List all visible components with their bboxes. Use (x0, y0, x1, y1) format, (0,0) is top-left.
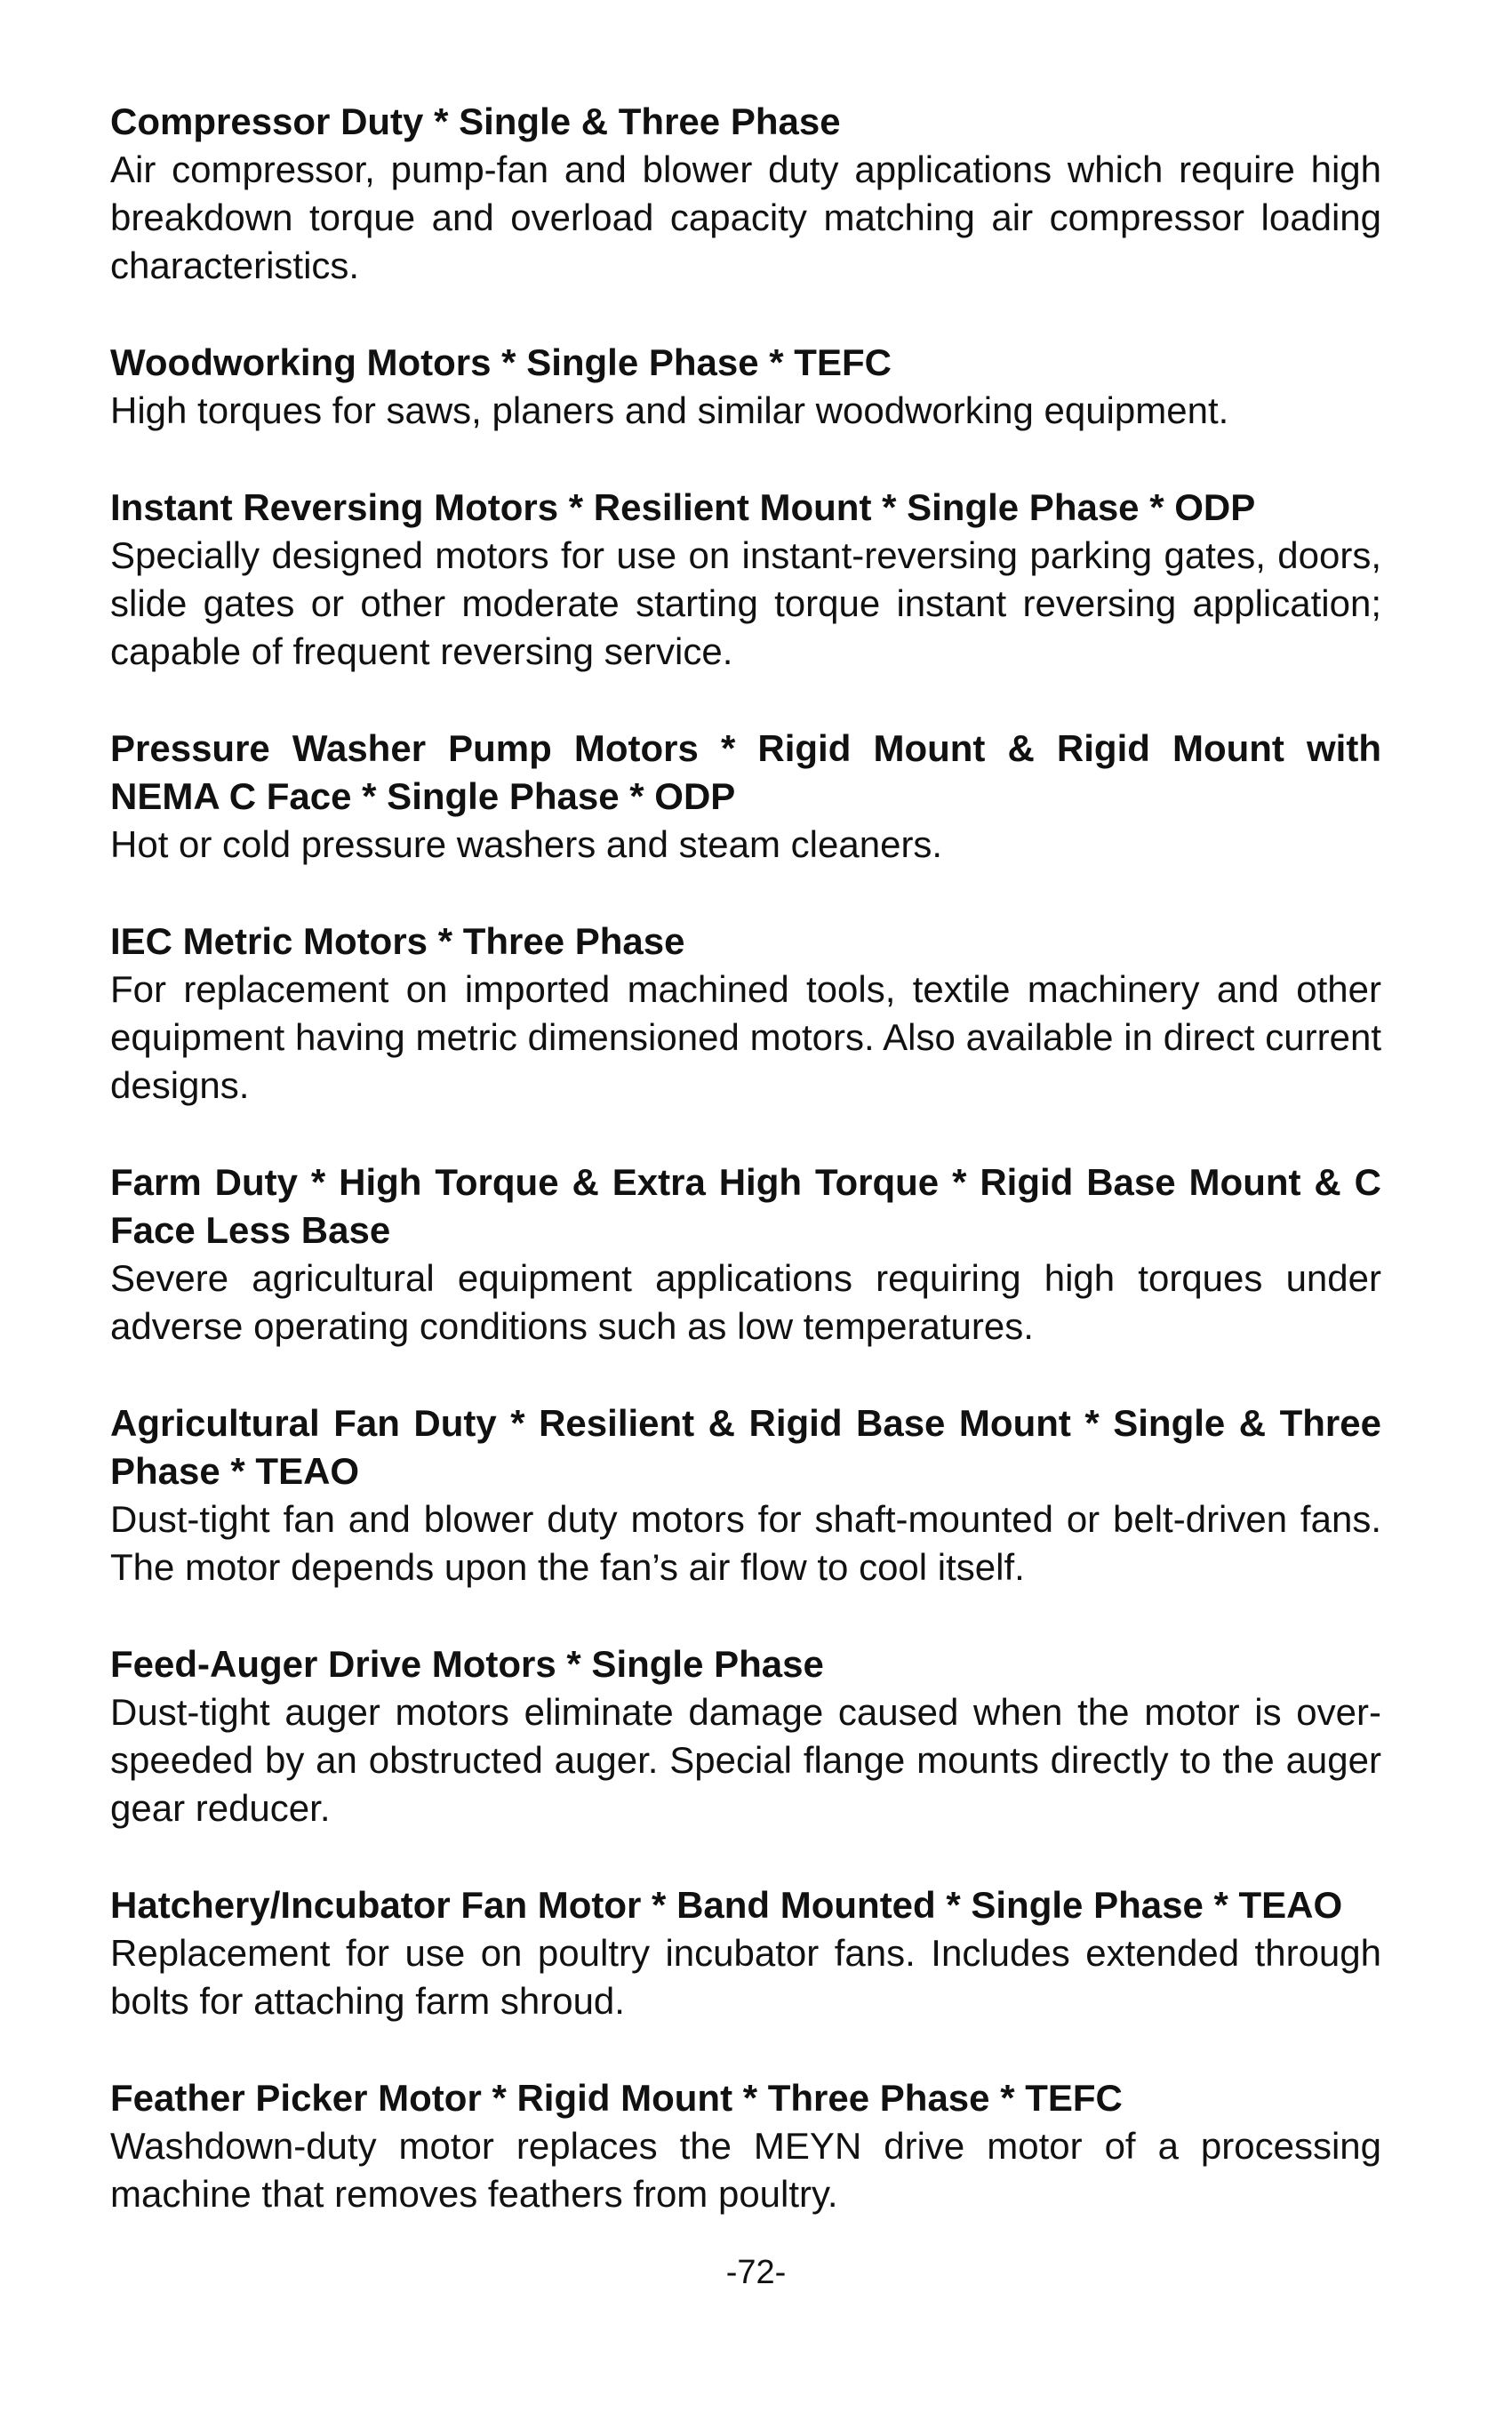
section-description: Replacement for use on poultry incubator fans. Includes extended through bolts for attaching farm shroud. (110, 1932, 1381, 2022)
section-feather-picker-motor (110, 2074, 1381, 2218)
section-agricultural-fan-duty (110, 1399, 1381, 1591)
section-title: Feed-Auger Drive Motors * Single Phase (110, 1643, 824, 1685)
section-farm-duty (110, 1158, 1381, 1351)
section-title: Instant Reversing Motors * Resilient Mount * Single Phase * ODP (110, 486, 1256, 528)
section-hatchery-incubator-fan-motor (110, 1881, 1381, 2025)
section-description: Dust-tight auger motors eliminate damage caused when the motor is over-speeded by an obstructed auger. Special flange mounts directly to the auger gear reducer. (110, 1691, 1381, 1829)
section-iec-metric-motors (110, 918, 1381, 1110)
section-title: IEC Metric Motors * Three Phase (110, 920, 685, 962)
section-title: Agricultural Fan Duty * Resilient & Rigid Base Mount * Single & Three Phase * TEAO (110, 1402, 1381, 1492)
section-description: Hot or cold pressure washers and steam cleaners. (110, 823, 943, 865)
section-woodworking-motors (110, 339, 1381, 435)
section-title: Compressor Duty * Single & Three Phase (110, 100, 841, 142)
section-title: Farm Duty * High Torque & Extra High Torque * Rigid Base Mount & C Face Less Base (110, 1161, 1381, 1251)
section-compressor-duty (110, 98, 1381, 290)
section-description: High torques for saws, planers and similar woodworking equipment. (110, 389, 1229, 431)
section-description: For replacement on imported machined tools, textile machinery and other equipment having metric dimensioned motors. Also available in direct current designs. (110, 968, 1381, 1106)
section-feed-auger-drive-motors (110, 1640, 1381, 1832)
section-title: Pressure Washer Pump Motors * Rigid Mount & Rigid Mount with NEMA C Face * Single Phase * ODP (110, 727, 1381, 817)
section-title: Woodworking Motors * Single Phase * TEFC (110, 341, 892, 383)
section-pressure-washer-pump-motors (110, 725, 1381, 869)
section-instant-reversing-motors (110, 484, 1381, 676)
section-description: Severe agricultural equipment applications requiring high torques under adverse operating conditions such as low temperatures. (110, 1257, 1381, 1347)
section-description: Washdown-duty motor replaces the MEYN drive motor of a processing machine that removes feathers from poultry. (110, 2125, 1381, 2215)
page-number: -72- (725, 2254, 787, 2291)
section-description: Specially designed motors for use on instant-reversing parking gates, doors, slide gates or other moderate starting torque instant reversing application; capable of frequent reversing service. (110, 534, 1381, 672)
section-title: Feather Picker Motor * Rigid Mount * Three Phase * TEFC (110, 2077, 1123, 2119)
document-page (110, 98, 1381, 2267)
section-title: Hatchery/Incubator Fan Motor * Band Mounted * Single Phase * TEAO (110, 1884, 1343, 1926)
section-description: Air compressor, pump-fan and blower duty applications which require high breakdown torque and overload capacity matching air compressor loading characteristics. (110, 148, 1381, 286)
section-description: Dust-tight fan and blower duty motors for shaft-mounted or belt-driven fans. The motor depends upon the fan’s air flow to cool itself. (110, 1498, 1381, 1588)
